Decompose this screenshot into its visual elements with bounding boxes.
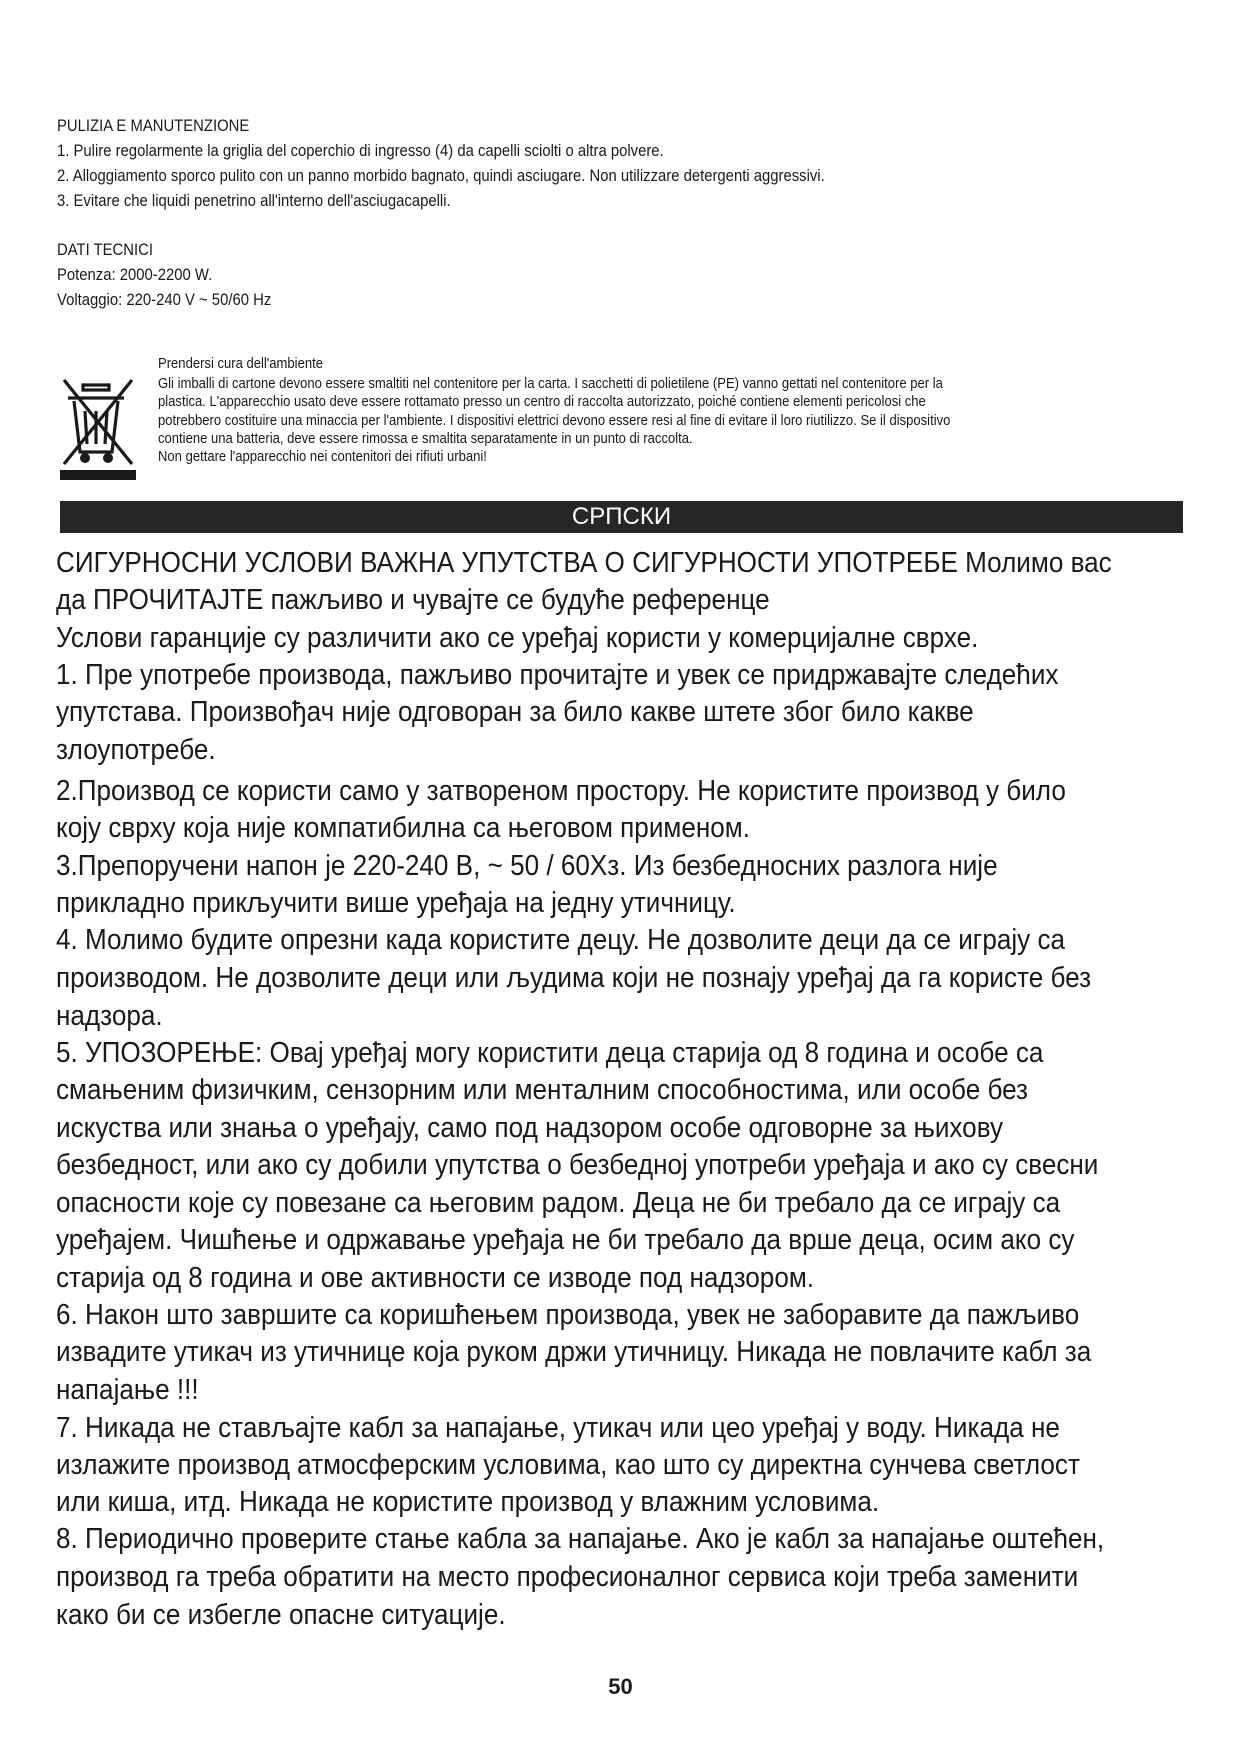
environment-line: potrebbero costituire una minaccia per l'ambiente. I dispositivi elettrici devono essere resi al fine di evitare il loro riutilizzo. Se il dispositivo: [158, 413, 951, 429]
serbian-line: упутстава. Произвођач није одговоран за било какве штете због било какве: [56, 696, 974, 728]
crossed-out-wheelie-bin-icon: [58, 372, 138, 480]
specs-heading: DATI TECNICI: [57, 241, 153, 259]
serbian-line: 5. УПОЗОРЕЊЕ: Овај уређај могу користити деца старија од 8 година и особе са: [56, 1037, 1044, 1069]
serbian-line: СИГУРНОСНИ УСЛОВИ ВАЖНА УПУТСТВА О СИГУРНОСТИ УПОТРЕБЕ Молимо вас: [56, 547, 1112, 579]
serbian-line: 2.Производ се користи само у затвореном простору. Не користите производ у било: [56, 775, 1066, 807]
environment-line: plastica. L'apparecchio usato deve essere rottamato presso un centro di raccolta autorizzato, poiché contiene elementi pericolosi che: [158, 394, 926, 410]
environment-heading: Prendersi cura dell'ambiente: [158, 356, 323, 372]
cleaning-item: 1. Pulire regolarmente la griglia del coperchio di ingresso (4) da capelli sciolti o altra polvere.: [57, 142, 664, 160]
serbian-line: 6. Након што завршите са коришћењем производа, увек не заборавите да пажљиво: [56, 1299, 1080, 1331]
page-number: 50: [608, 1674, 633, 1699]
serbian-line: уређајем. Чишћење и одржавање уређаја не би требало да врше деца, осим ако су: [56, 1224, 1075, 1256]
specs-line: Potenza: 2000-2200 W.: [57, 266, 213, 284]
serbian-line: напајање !!!: [56, 1374, 199, 1406]
serbian-line: да ПРОЧИТАЈТЕ пажљиво и чувајте се будуће референце: [56, 584, 770, 616]
environment-line: contiene una batteria, deve essere rimossa e smaltita separatamente in un punto di raccolta.: [158, 431, 693, 447]
serbian-line: 7. Никада не стављајте кабл за напајање, утикач или цео уређај у воду. Никада не: [56, 1412, 1060, 1444]
serbian-line: Услови гаранције су различити ако се уређај користи у комерцијалне сврхе.: [56, 622, 979, 654]
serbian-line: прикладно прикључити више уређаја на једну утичницу.: [56, 887, 736, 919]
serbian-line: искуства или знања о уређају, само под надзором особе одговорне за њихову: [56, 1112, 1004, 1144]
serbian-line: безбедност, или ако су добили упутства о безбедној употреби уређаја и ако су свесни: [56, 1149, 1099, 1181]
serbian-line: коју сврху која није компатибилна са његовом применом.: [56, 812, 750, 844]
language-section-band: [60, 501, 1183, 533]
serbian-line: опасности које су повезане са његовим радом. Деца не би требало да се играју са: [56, 1187, 1061, 1219]
serbian-line: 8. Периодично проверите стање кабла за напајање. Ако је кабл за напајање оштећен,: [56, 1523, 1105, 1555]
serbian-line: злоупотребе.: [56, 734, 216, 766]
environment-line: Gli imballi di cartone devono essere smaltiti nel contenitore per la carta. I sacchetti di polietilene (PE) vanno gettati nel contenitore per la: [158, 376, 943, 392]
environment-line: Non gettare l'apparecchio nei contenitori dei rifiuti urbani!: [158, 449, 487, 465]
serbian-line: надзора.: [56, 1000, 163, 1032]
serbian-line: производ га треба обратити на место професионалног сервиса који треба заменити: [56, 1561, 1079, 1593]
serbian-line: излажите производ атмосферским условима, као што су директна сунчева светлост: [56, 1449, 1080, 1481]
serbian-line: 4. Молимо будите опрезни када користите децу. Не дозволите деци да се играју са: [56, 924, 1066, 956]
serbian-line: смањеним физичким, сензорним или менталним способностима, или особе без: [56, 1074, 1029, 1106]
serbian-line: или киша, итд. Никада не користите производ у влажним условима.: [56, 1486, 880, 1518]
language-section-label: СРПСКИ: [571, 503, 672, 530]
serbian-line: старија од 8 година и ове активности се изводе под надзором.: [56, 1262, 815, 1294]
cleaning-item: 3. Evitare che liquidi penetrino all'interno dell'asciugacapelli.: [57, 192, 451, 210]
serbian-line: извадите утикач из утичнице која руком држи утичницу. Никада не повлачите кабл за: [56, 1336, 1092, 1368]
cleaning-item: 2. Alloggiamento sporco pulito con un panno morbido bagnato, quindi asciugare. Non utilizzare detergenti aggressivi.: [57, 167, 825, 185]
specs-line: Voltaggio: 220-240 V ~ 50/60 Hz: [57, 291, 272, 309]
serbian-line: како би се избегле опасне ситуације.: [56, 1599, 506, 1631]
serbian-line: 3.Препоручени напон је 220-240 В, ~ 50 / 60Хз. Из безбедносних разлога није: [56, 850, 998, 882]
cleaning-heading: PULIZIA E MANUTENZIONE: [57, 117, 250, 135]
serbian-line: производом. Не дозволите деци или људима који не познају уређај да га користе без: [56, 962, 1092, 994]
serbian-line: 1. Пре употребе производа, пажљиво прочитајте и увек се придржавајте следећих: [56, 659, 1059, 691]
